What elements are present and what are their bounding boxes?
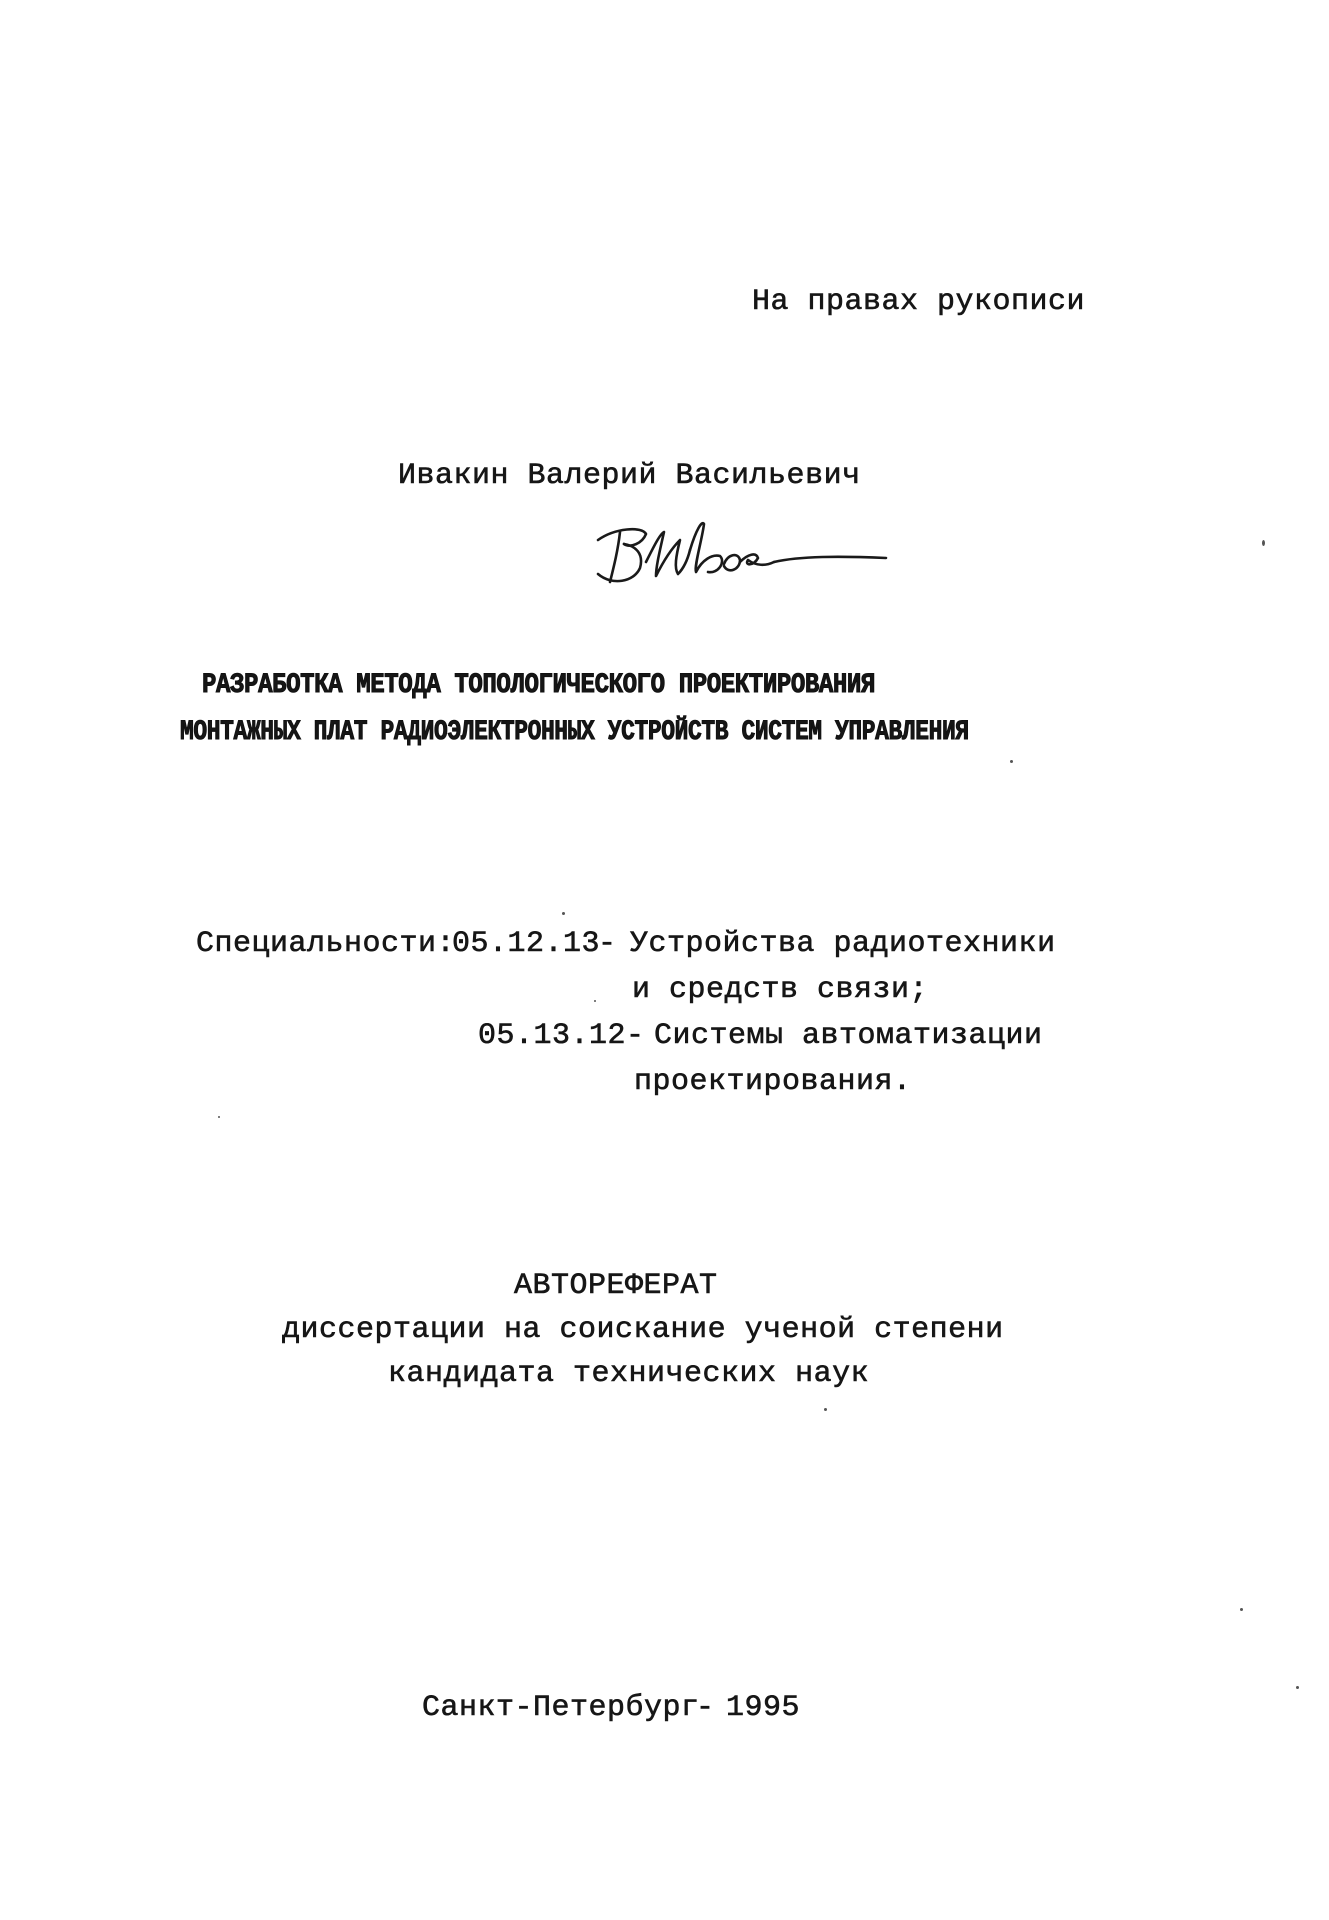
scan-speck	[1240, 1608, 1243, 1611]
title-line-1: РАЗРАБОТКА МЕТОДА ТОПОЛОГИЧЕСКОГО ПРОЕКТИРОВАНИЯ	[202, 670, 875, 701]
specialty-code-2: 05.13.12	[478, 1019, 627, 1053]
author-name: Ивакин Валерий Васильевич	[398, 459, 861, 493]
specialty-dash-2: -	[626, 1019, 645, 1053]
abstract-line-1: диссертации на соискание ученой степени	[282, 1313, 1004, 1347]
specialty-name-2-line-1: Системы автоматизации	[654, 1019, 1043, 1053]
specialties-label: Специальности:	[196, 927, 456, 961]
footer-year: 1995	[726, 1691, 801, 1725]
author-signature	[590, 510, 890, 600]
scan-speck	[218, 1116, 220, 1118]
scan-speck	[1296, 1686, 1299, 1689]
specialty-code-1: 05.12.13	[452, 927, 601, 961]
specialty-name-2-line-2: проектирования.	[634, 1065, 912, 1099]
title-line-2: МОНТАЖНЫХ ПЛАТ РАДИОЭЛЕКТРОННЫХ УСТРОЙСТВ СИСТЕМ УПРАВЛЕНИЯ	[180, 717, 969, 748]
specialty-dash-1: -	[598, 927, 617, 961]
scan-speck	[1262, 540, 1265, 546]
scan-speck	[1010, 760, 1013, 763]
scan-speck	[824, 1408, 827, 1411]
footer-separator: -	[696, 1691, 715, 1725]
manuscript-rights-notice: На правах рукописи	[752, 285, 1086, 319]
scan-speck	[594, 1000, 596, 1002]
specialty-name-1-line-1: Устройства радиотехники	[630, 927, 1056, 961]
specialty-name-1-line-2: и средств связи;	[632, 973, 929, 1007]
footer-city: Санкт-Петербург	[422, 1691, 700, 1725]
abstract-line-2: кандидата технических наук	[388, 1357, 870, 1391]
scan-speck	[562, 912, 565, 915]
abstract-heading: АВТОРЕФЕРАТ	[514, 1269, 718, 1303]
